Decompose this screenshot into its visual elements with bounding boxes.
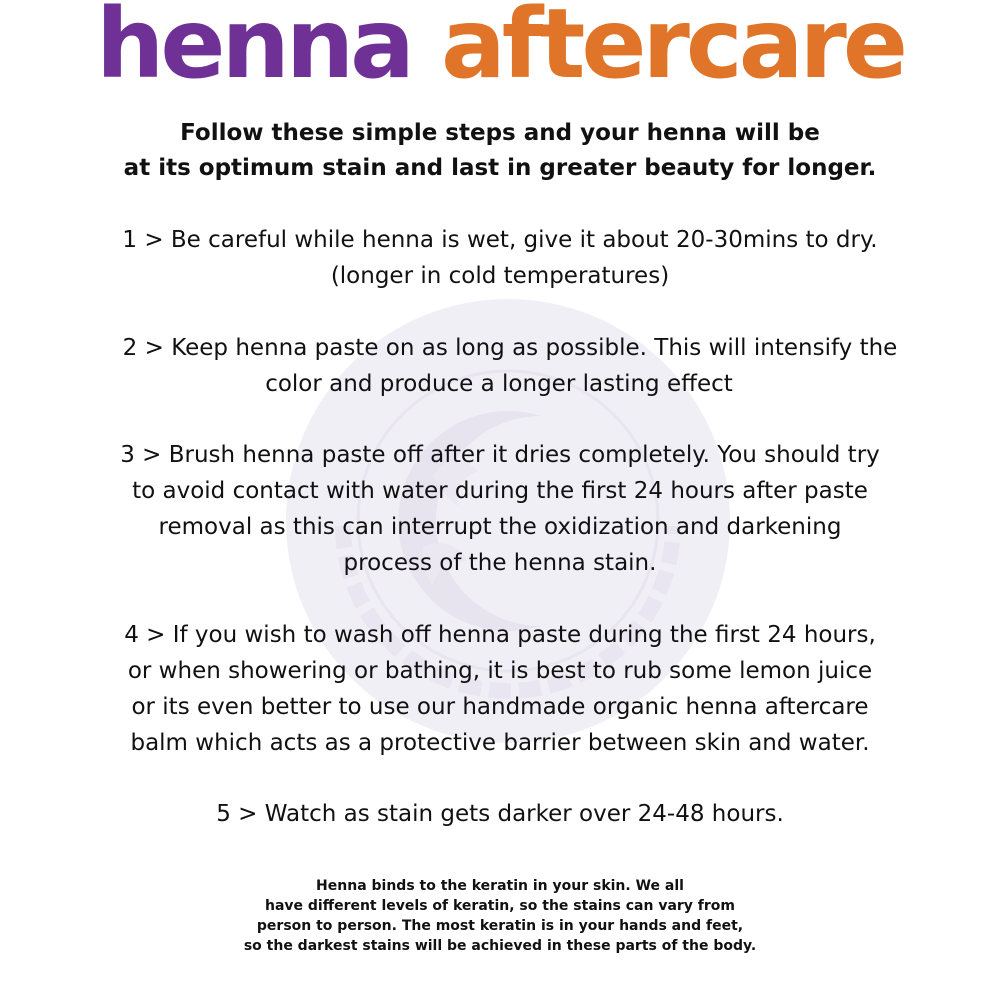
step-line: process of the henna stain.: [343, 550, 657, 576]
step-line: 1 > Be careful while henna is wet, give it about 20-30mins to dry.: [122, 227, 878, 253]
step-line: balm which acts as a protective barrier between skin and water.: [130, 730, 870, 756]
step-1: [0, 222, 1000, 294]
step-line: 3 > Brush henna paste off after it dries completely. You should try: [120, 442, 880, 468]
step-line: (longer in cold temperatures): [330, 263, 670, 289]
step-line: or its even better to use our handmade organic henna aftercare: [131, 694, 869, 720]
page-title: [0, 0, 1000, 100]
title-word-aftercare: aftercare: [440, 0, 904, 100]
step-line: removal as this can interrupt the oxidization and darkening: [158, 514, 842, 540]
step-line: 5 > Watch as stain gets darker over 24-48 hours.: [216, 801, 784, 827]
step-3: [0, 437, 1000, 581]
intro-line: Follow these simple steps and your henna will be: [180, 120, 820, 146]
step-line: to avoid contact with water during the first 24 hours after paste: [132, 478, 868, 504]
step-5: [0, 796, 1000, 832]
footer-note: [0, 876, 1000, 956]
title-word-henna: henna: [96, 0, 411, 100]
footer-line: person to person. The most keratin is in your hands and feet,: [256, 918, 744, 934]
step-4: [0, 617, 1000, 761]
step-line: color and produce a longer lasting effect: [265, 371, 733, 397]
intro-text: [0, 116, 1000, 186]
intro-line: at its optimum stain and last in greater beauty for longer.: [123, 155, 877, 181]
step-line: or when showering or bathing, it is best to rub some lemon juice: [127, 658, 873, 684]
step-2: [10, 330, 1000, 402]
step-line: 2 > Keep henna paste on as long as possible. This will intensify the: [122, 335, 898, 361]
footer-line: have different levels of keratin, so the stains can vary from: [265, 898, 735, 914]
step-line: 4 > If you wish to wash off henna paste during the first 24 hours,: [124, 622, 876, 648]
footer-line: so the darkest stains will be achieved in these parts of the body.: [243, 938, 757, 954]
footer-line: Henna binds to the keratin in your skin. We all: [316, 878, 684, 894]
